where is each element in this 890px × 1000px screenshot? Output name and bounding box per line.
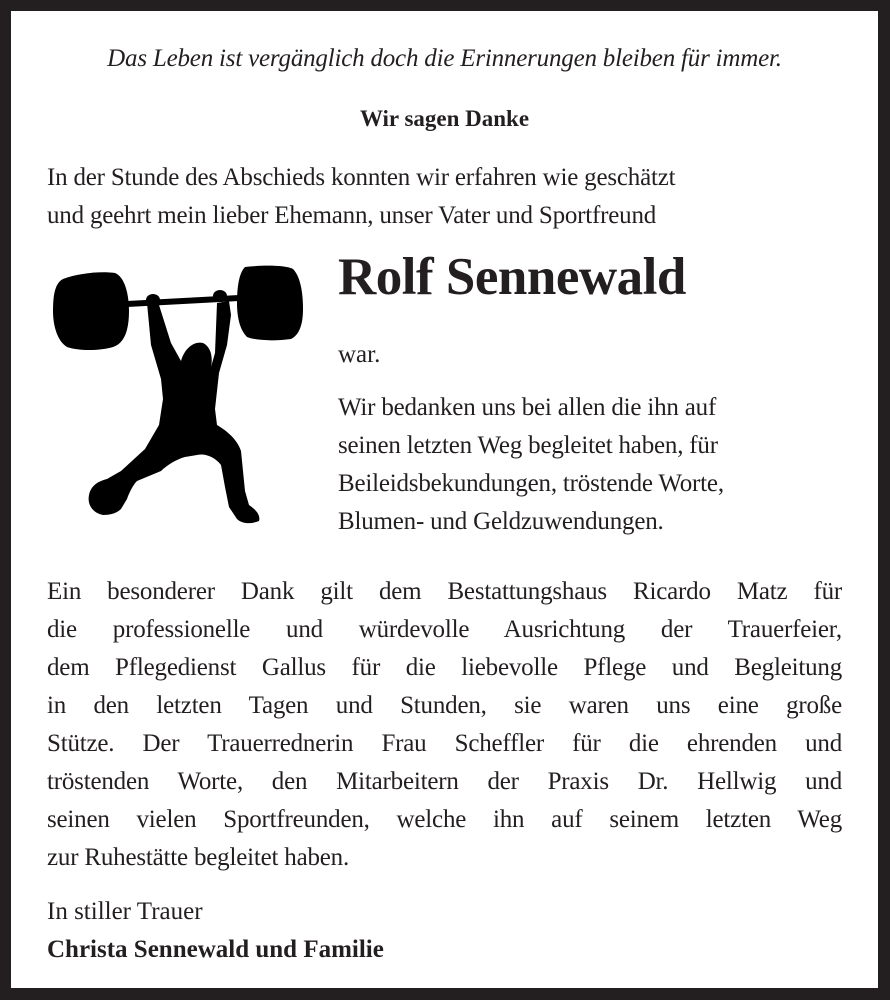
special-thanks-line: seinen vielen Sportfreunden, welche ihn auf seinem letzten Weg	[47, 806, 842, 833]
heading: Wir sagen Danke	[359, 106, 530, 131]
special-thanks-line: Ein besonderer Dank gilt dem Bestattungshaus Ricardo Matz für	[47, 578, 842, 605]
thanks-line: Blumen- und Geldzuwendungen.	[338, 508, 664, 535]
closing	[47, 893, 384, 969]
special-thanks-line: tröstenden Worte, den Mitarbeitern der Praxis Dr. Hellwig und	[47, 768, 842, 795]
was-text: war.	[338, 341, 381, 368]
intro-line: In der Stunde des Abschieds konnten wir erfahren wie geschätzt	[47, 164, 676, 191]
special-thanks-line: in den letzten Tagen und Stunden, sie waren uns eine große	[47, 692, 842, 719]
thanks-line: seinen letzten Weg begleitet haben, für	[338, 432, 718, 459]
deceased-name: Rolf Sennewald	[338, 248, 686, 306]
obituary-notice	[11, 11, 878, 988]
thanks-paragraph	[338, 389, 724, 541]
intro-paragraph	[47, 159, 847, 235]
thanks-line: Beileidsbekundungen, tröstende Worte,	[338, 470, 724, 497]
special-thanks-line: Stütze. Der Trauerrednerin Frau Scheffler für die ehrenden und	[47, 730, 842, 757]
thanks-line: Wir bedanken uns bei allen die ihn auf	[338, 394, 717, 421]
signature: Christa Sennewald und Familie	[47, 936, 384, 963]
motto: Das Leben ist vergänglich doch die Erinnerungen bleiben für immer.	[107, 45, 782, 72]
special-thanks-line: zur Ruhestätte begleitet haben.	[47, 844, 350, 871]
special-thanks-line: dem Pflegedienst Gallus für die liebevolle Pflege und Begleitung	[47, 654, 842, 681]
weightlifter-silhouette-icon	[49, 259, 307, 525]
special-thanks-line: die professionelle und würdevolle Ausrichtung der Trauerfeier,	[47, 616, 842, 643]
special-thanks-paragraph	[47, 573, 842, 877]
intro-line: und geehrt mein lieber Ehemann, unser Vater und Sportfreund	[47, 202, 657, 229]
closing-text: In stiller Trauer	[47, 898, 203, 925]
